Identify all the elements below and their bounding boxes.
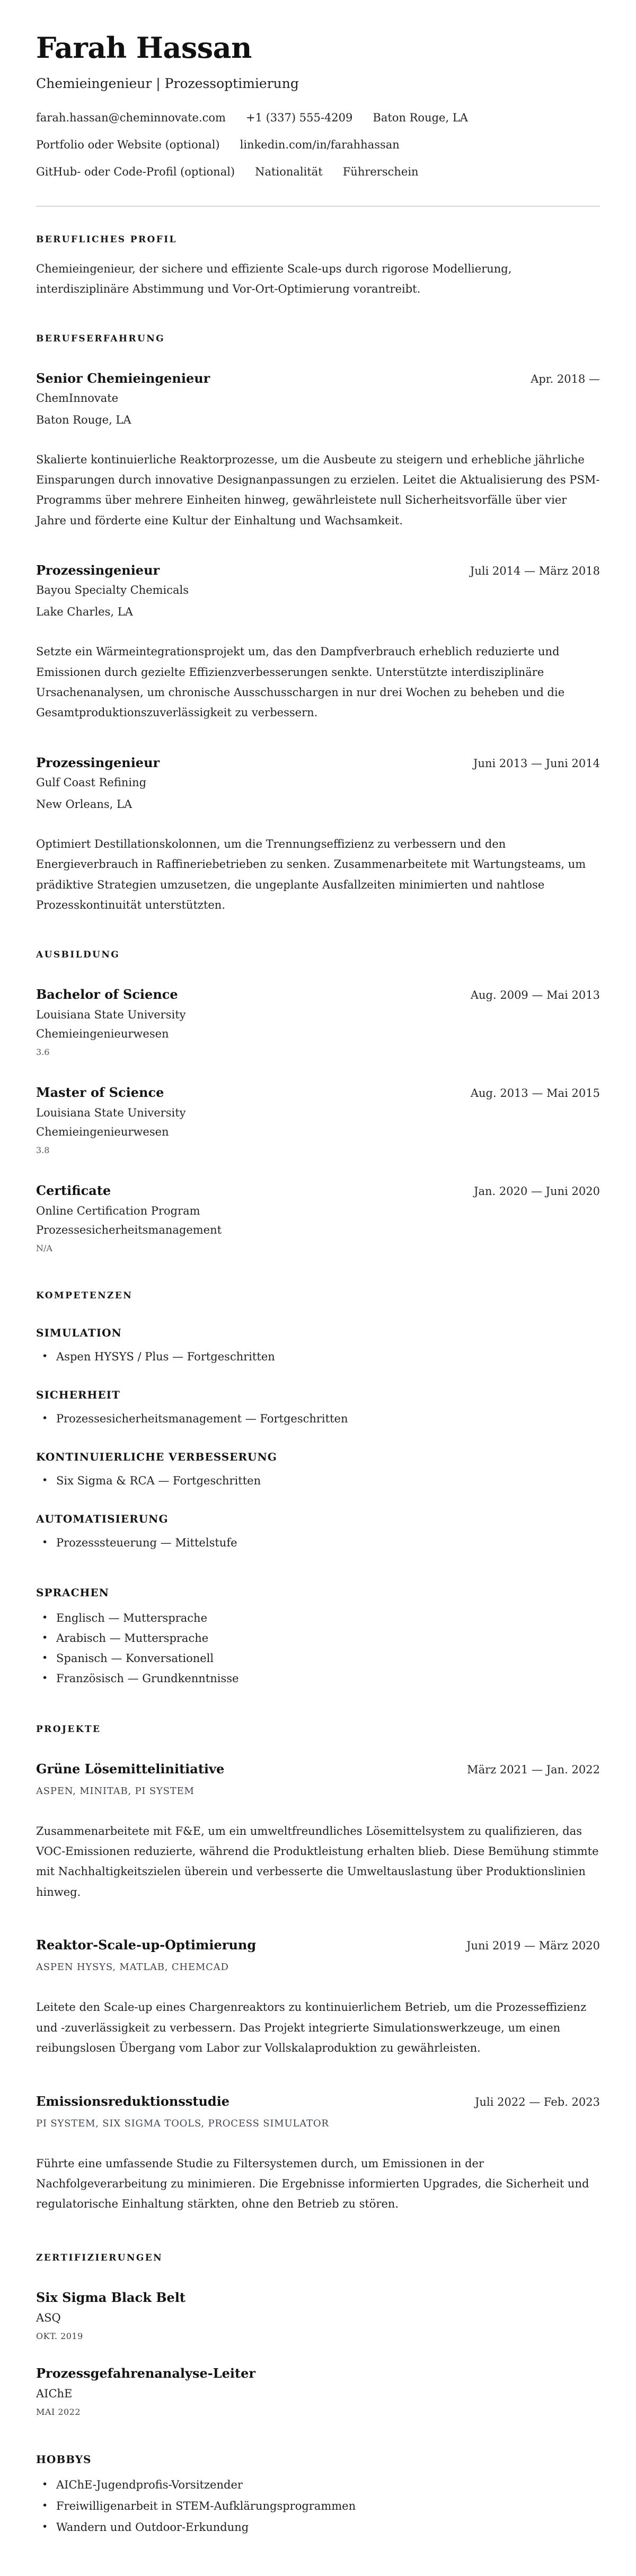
education-dates: Aug. 2009 — Mai 2013 (470, 988, 600, 1001)
job-description: Skalierte kontinuierliche Reaktorprozesse, um die Ausbeute zu steigern und erhebliche jährliche Einsparungen durch innovative Designanpassungen zu erzielen. Leitet die Aktualisierung des PSM-Programms über mehrere Einheiten hinweg, gewährleistete null Sicherheitsvorfälle über vier Jahre und förderte eine Kultur der Einhaltung und Wachsamkeit. (36, 453, 600, 527)
skill-category-name: SIMULATION (36, 1326, 122, 1339)
job-header-row (36, 371, 600, 386)
skill-category (36, 1450, 600, 1487)
language-item: • Englisch — Muttersprache (36, 1612, 600, 1624)
hobby-item: • Freiwilligenarbeit in STEM-Aufklärungsprogrammen (36, 2500, 600, 2512)
project-header-row (36, 1937, 600, 1953)
education-entry (36, 987, 600, 1057)
language-item: • Spanisch — Konversationell (36, 1652, 600, 1665)
education-dates: Jan. 2020 — Juni 2020 (474, 1184, 600, 1198)
project-entry (36, 2094, 600, 2214)
project-tools: PI SYSTEM, SIX SIGMA TOOLS, PROCESS SIMULATOR (36, 2117, 329, 2129)
skill-item: • Six Sigma & RCA — Fortgeschritten (36, 1474, 600, 1487)
project-entry (36, 1761, 600, 1903)
section-skills (36, 1290, 600, 1549)
hobbies-heading: HOBBYS (36, 2452, 92, 2466)
certification-entry (36, 2290, 600, 2341)
certification-title: Prozessgefahrenanalyse-Leiter (36, 2365, 255, 2381)
job-header-row (36, 562, 600, 578)
certification-issuer: ASQ (36, 2311, 61, 2324)
field-of-study: Prozessesicherheitsmanagement (36, 1223, 222, 1236)
school-name: Louisiana State University (36, 1008, 186, 1021)
contact-location: Baton Rouge, LA (373, 111, 468, 124)
certification-date: OKT. 2019 (36, 2331, 83, 2341)
project-dates: März 2021 — Jan. 2022 (467, 1763, 600, 1776)
education-header-row (36, 987, 600, 1002)
project-tools: ASPEN, MINITAB, PI SYSTEM (36, 1785, 195, 1797)
degree-title: Certificate (36, 1182, 111, 1198)
project-title: Emissionsreduktionsstudie (36, 2093, 230, 2109)
project-description: Führte eine umfassende Studie zu Filtersystemen durch, um Emissionen in der Nachfolgeverarbeitung zu minimieren. Die Ergebnisse informierten Upgrades, die Sicherheit und regulatorische Einhaltung stärkten, ohne den Betrieb zu stören. (36, 2157, 589, 2211)
degree-title: Master of Science (36, 1084, 164, 1100)
project-dates: Juli 2022 — Feb. 2023 (475, 2095, 600, 2108)
project-header-row (36, 1761, 600, 1777)
section-education (36, 949, 600, 1253)
skill-category-name: KONTINUIERLICHE VERBESSERUNG (36, 1450, 277, 1463)
job-company: ChemInnovate (36, 391, 119, 405)
skill-list (36, 1474, 600, 1487)
job-description: Setzte ein Wärmeintegrationsprojekt um, das den Dampfverbrauch erheblich reduzierte und Emissionen durch gezielte Effizienzverbesserungen senkte. Unterstützte interdisziplinäre Ursachenanalysen, um chronische Ausschusschargen in nur drei Wochen zu beheben und die Gesamtproduktionszuverlässigkeit zu verbessern. (36, 645, 565, 719)
job-dates: Juli 2014 — März 2018 (470, 565, 600, 578)
school-name: Louisiana State University (36, 1106, 186, 1119)
education-heading: AUSBILDUNG (36, 949, 120, 960)
section-profile (36, 234, 600, 300)
job-description: Optimiert Destillationskolonnen, um die Trennungseffizienz zu verbessern und den Energieverbrauch in Raffineriebetrieben zu senken. Zusammenarbeitete mit Wartungsteams, um prädiktive Strategien umzusetzen, die ungeplante Ausfallzeiten minimierten und nahtlose Prozesskontinuität unterstützten. (36, 837, 586, 912)
section-experience (36, 333, 600, 916)
candidate-name: Farah Hassan (36, 31, 252, 65)
project-tools: ASPEN HYSYS, MATLAB, CHEMCAD (36, 1962, 229, 1973)
education-header-row (36, 1085, 600, 1100)
section-projects (36, 1724, 600, 2214)
education-entry (36, 1085, 600, 1155)
language-item: • Französisch — Grundkenntnisse (36, 1672, 600, 1685)
job-entry (36, 755, 600, 916)
contact-github: GitHub- oder Code-Profil (optional) (36, 165, 235, 178)
project-header-row (36, 2094, 600, 2109)
certifications-heading: ZERTIFIZIERUNGEN (36, 2252, 163, 2263)
skill-list (36, 1350, 600, 1363)
skill-category (36, 1513, 600, 1549)
certification-date: MAI 2022 (36, 2406, 81, 2417)
skill-list (36, 1536, 600, 1549)
certification-issuer: AIChE (36, 2387, 73, 2400)
hobby-list (36, 2478, 600, 2534)
gpa-value: 3.8 (36, 1145, 50, 1155)
languages-heading: SPRACHEN (36, 1586, 109, 1599)
contact-row-3 (36, 165, 600, 178)
projects-heading: PROJEKTE (36, 1724, 101, 1735)
contact-row-2 (36, 138, 600, 151)
skills-heading: KOMPETENZEN (36, 1290, 133, 1301)
section-hobbies (36, 2453, 600, 2534)
job-entry (36, 562, 600, 723)
job-title: Prozessingenieur (36, 754, 160, 770)
project-description: Leitete den Scale-up eines Chargenreaktors zu kontinuierlichem Betrieb, um die Prozesseffizienz und -zuverlässigkeit zu verbessern. Das Projekt integrierte Simulationswerkzeuge, um einen reibungslosen Übergang vom Labor zur Vollskalaproduktion zu gewährleisten. (36, 2001, 587, 2055)
education-entry (36, 1183, 600, 1253)
field-of-study: Chemieingenieurwesen (36, 1125, 169, 1138)
contact-nationality: Nationalität (255, 165, 323, 178)
job-location: Lake Charles, LA (36, 605, 133, 619)
job-title: Senior Chemieingenieur (36, 370, 210, 386)
skill-item: • Prozessesicherheitsmanagement — Fortgeschritten (36, 1412, 600, 1425)
section-languages (36, 1586, 600, 1685)
project-entry (36, 1937, 600, 2058)
project-title: Grüne Lösemittelinitiative (36, 1761, 225, 1777)
job-header-row (36, 755, 600, 770)
certification-title: Six Sigma Black Belt (36, 2289, 186, 2305)
contact-portfolio: Portfolio oder Website (optional) (36, 138, 220, 151)
job-dates: Juni 2013 — Juni 2014 (473, 757, 600, 770)
project-dates: Juni 2019 — März 2020 (466, 1939, 600, 1953)
job-company: Gulf Coast Refining (36, 776, 147, 789)
skill-list (36, 1412, 600, 1425)
certification-entry (36, 2366, 600, 2417)
job-title: Prozessingenieur (36, 562, 160, 578)
hobby-item: • AIChE-Jugendprofis-Vorsitzender (36, 2478, 600, 2491)
profile-text: Chemieingenieur, der sichere und effiziente Scale-ups durch rigorose Modellierung, interdisziplinäre Abstimmung und Vor-Ort-Optimierung vorantreibt. (36, 262, 512, 296)
experience-heading: BERUFSERFAHRUNG (36, 333, 165, 344)
candidate-title: Chemieingenieur | Prozessoptimierung (36, 75, 299, 91)
contact-email: farah.hassan@cheminnovate.com (36, 111, 226, 124)
gpa-value: N/A (36, 1243, 52, 1253)
job-entry (36, 371, 600, 531)
resume-header (36, 33, 600, 207)
skill-item: • Prozesssteuerung — Mittelstufe (36, 1536, 600, 1549)
gpa-value: 3.6 (36, 1047, 50, 1057)
job-location: New Orleans, LA (36, 797, 132, 811)
field-of-study: Chemieingenieurwesen (36, 1027, 169, 1040)
language-item: • Arabisch — Muttersprache (36, 1632, 600, 1645)
skill-category (36, 1388, 600, 1425)
job-location: Baton Rouge, LA (36, 413, 131, 426)
contact-drivers-license: Führerschein (342, 165, 419, 178)
skill-category-name: AUTOMATISIERUNG (36, 1512, 169, 1525)
hobby-item: • Wandern und Outdoor-Erkundung (36, 2521, 600, 2534)
skill-category (36, 1326, 600, 1363)
section-certifications (36, 2253, 600, 2417)
contact-phone: +1 (337) 555-4209 (245, 111, 353, 124)
project-description: Zusammenarbeitete mit F&E, um ein umweltfreundliches Lösemittelsystem zu qualifizieren, das VOC-Emissionen reduzierte, während die Produktleistung erhalten blieb. Diese Bemühung stimmte mit Nachhaltigkeitszielen überein und verbesserte die Umweltauslastung über Produktionslinien hinweg. (36, 1824, 599, 1898)
contact-row-1 (36, 111, 600, 124)
degree-title: Bachelor of Science (36, 986, 178, 1002)
header-divider (36, 206, 600, 207)
skill-item: • Aspen HYSYS / Plus — Fortgeschritten (36, 1350, 600, 1363)
job-company: Bayou Specialty Chemicals (36, 584, 189, 597)
language-list (36, 1612, 600, 1685)
education-header-row (36, 1183, 600, 1198)
skill-category-name: SICHERHEIT (36, 1388, 120, 1401)
contact-linkedin: linkedin.com/in/farahhassan (240, 138, 400, 151)
school-name: Online Certification Program (36, 1204, 200, 1217)
profile-heading: BERUFLICHES PROFIL (36, 234, 177, 245)
job-dates: Apr. 2018 — (531, 372, 600, 385)
education-dates: Aug. 2013 — Mai 2015 (470, 1086, 600, 1100)
project-title: Reaktor-Scale-up-Optimierung (36, 1937, 257, 1953)
